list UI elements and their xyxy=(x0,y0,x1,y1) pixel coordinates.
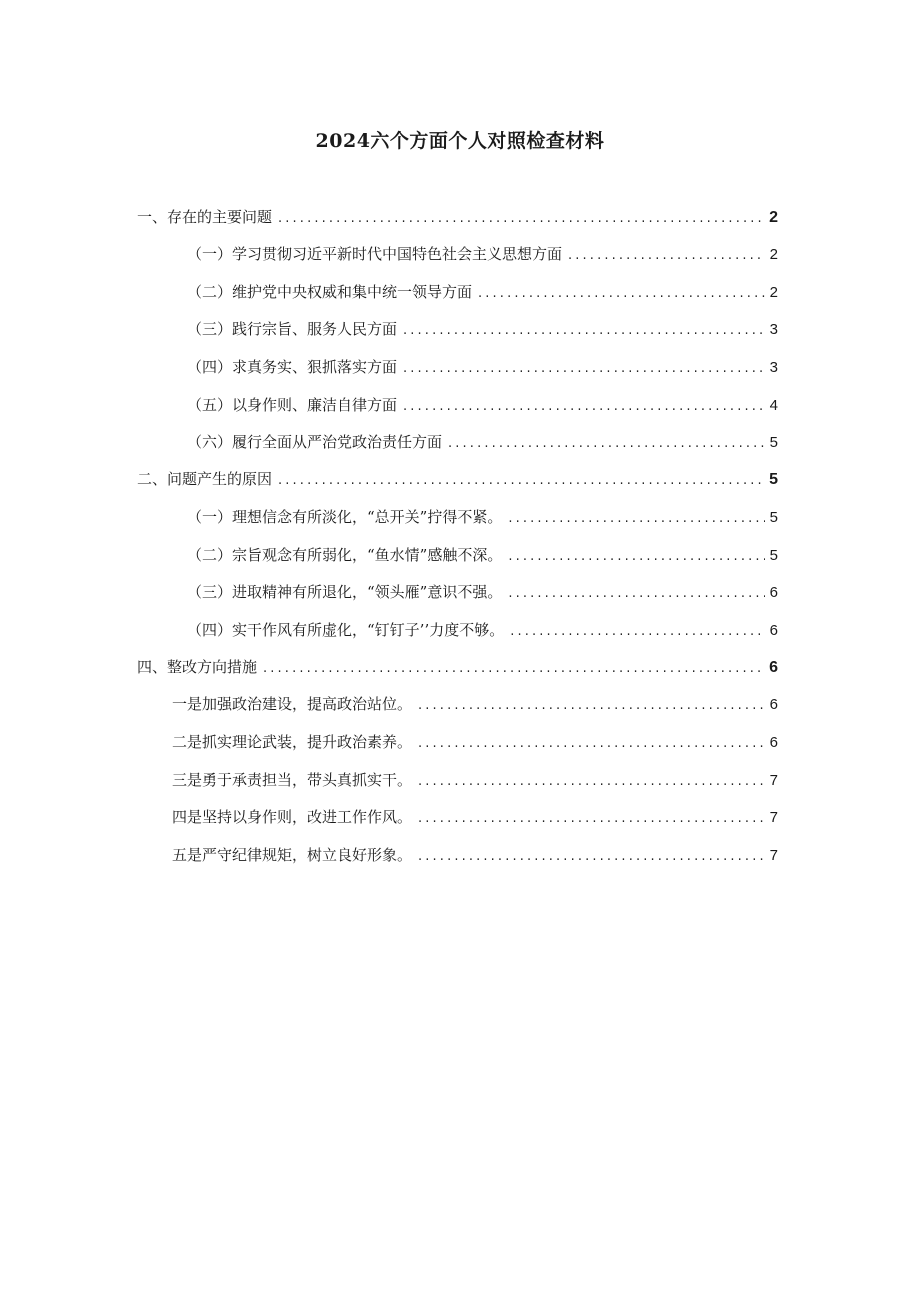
toc-dot-leader xyxy=(508,507,765,531)
toc-page-number: 3 xyxy=(769,359,778,376)
toc-dot-leader xyxy=(510,620,765,644)
toc-page-number: 3 xyxy=(769,321,778,338)
toc-page-number: 6 xyxy=(769,622,778,639)
toc-dot-leader xyxy=(403,395,765,419)
toc-dot-leader xyxy=(418,807,765,831)
toc-page-number: 4 xyxy=(769,397,778,414)
toc-page-number: 7 xyxy=(769,772,778,789)
page-title: 2024六个方面个人对照检查材料 xyxy=(315,130,605,152)
toc-page-number: 7 xyxy=(769,847,778,864)
toc-entry[interactable] xyxy=(137,205,778,229)
toc-page-number: 5 xyxy=(769,509,778,526)
toc-entry-label: （三）进取精神有所退化，“领头雁”意识不强。 xyxy=(187,583,503,601)
toc-entry[interactable] xyxy=(172,692,778,716)
toc-page-number: 2 xyxy=(769,246,778,263)
toc-entry-label: 二是抓实理论武装，提升政治素养。 xyxy=(172,733,413,751)
toc-entry-label: （二）宗旨观念有所弱化，“鱼水情”感触不深。 xyxy=(187,546,503,564)
toc-entry[interactable] xyxy=(187,618,778,642)
toc-dot-leader xyxy=(418,694,765,718)
toc-entry-label: 四、整改方向措施 xyxy=(137,658,258,676)
toc-dot-leader xyxy=(418,845,765,869)
toc-dot-leader xyxy=(508,582,765,606)
toc-entry[interactable] xyxy=(172,730,778,754)
toc-dot-leader xyxy=(403,319,765,343)
toc-entry[interactable] xyxy=(137,467,778,491)
toc-entry-label: （三）践行宗旨、服务人民方面 xyxy=(187,320,398,338)
toc-entry-label: 一、存在的主要问题 xyxy=(137,208,273,226)
toc-entry[interactable] xyxy=(187,242,778,266)
toc-page-number: 6 xyxy=(769,584,778,601)
toc-entry-label: （五）以身作则、廉洁自律方面 xyxy=(187,396,398,414)
toc-entry-label: 五是严守纪律规矩，树立良好形象。 xyxy=(172,846,413,864)
toc-page-number: 6 xyxy=(769,734,778,751)
toc-dot-leader xyxy=(418,732,765,756)
toc-entry-label: 三是勇于承责担当，带头真抓实干。 xyxy=(172,771,413,789)
toc-page-number: 6 xyxy=(769,659,778,676)
toc-entry-label: （四）求真务实、狠抓落实方面 xyxy=(187,358,398,376)
toc-dot-leader xyxy=(263,657,765,681)
toc-entry-label: 二、问题产生的原因 xyxy=(137,470,273,488)
toc-dot-leader xyxy=(278,207,765,231)
toc-entry-label: （六）履行全面从严治党政治责任方面 xyxy=(187,433,443,451)
toc-entry-label: （四）实干作风有所虚化，“钉钉子’’力度不够。 xyxy=(187,621,505,639)
toc-page-number: 5 xyxy=(769,471,778,488)
toc-entry-label: （一）理想信念有所淡化，“总开关”拧得不紧。 xyxy=(187,508,503,526)
toc-page-number: 2 xyxy=(769,284,778,301)
toc-entry-label: 一是加强政治建设，提高政治站位。 xyxy=(172,695,413,713)
toc-dot-leader xyxy=(508,545,765,569)
toc-dot-leader xyxy=(418,770,765,794)
toc-entry[interactable] xyxy=(172,768,778,792)
toc-entry[interactable] xyxy=(187,580,778,604)
toc-entry[interactable] xyxy=(187,317,778,341)
toc-entry-label: （二）维护党中央权威和集中统一领导方面 xyxy=(187,283,473,301)
toc-page-number: 7 xyxy=(769,809,778,826)
toc-dot-leader xyxy=(478,282,765,306)
toc-entry[interactable] xyxy=(137,655,778,679)
toc-entry[interactable] xyxy=(172,805,778,829)
toc-entry[interactable] xyxy=(187,543,778,567)
toc-page-number: 2 xyxy=(769,209,778,226)
toc-dot-leader xyxy=(448,432,765,456)
toc-dot-leader xyxy=(403,357,765,381)
toc-entry[interactable] xyxy=(187,393,778,417)
toc-entry[interactable] xyxy=(187,280,778,304)
toc-page-number: 5 xyxy=(769,547,778,564)
toc-dot-leader xyxy=(568,244,765,268)
toc-entry[interactable] xyxy=(187,355,778,379)
toc-page-number: 6 xyxy=(769,696,778,713)
toc-entry[interactable] xyxy=(187,430,778,454)
toc-entry-label: （一）学习贯彻习近平新时代中国特色社会主义思想方面 xyxy=(187,245,563,263)
toc-entry-label: 四是坚持以身作则，改进工作作风。 xyxy=(172,808,413,826)
toc-page-number: 5 xyxy=(769,434,778,451)
toc-entry[interactable] xyxy=(172,843,778,867)
toc-entry[interactable] xyxy=(187,505,778,529)
toc-dot-leader xyxy=(278,469,765,493)
